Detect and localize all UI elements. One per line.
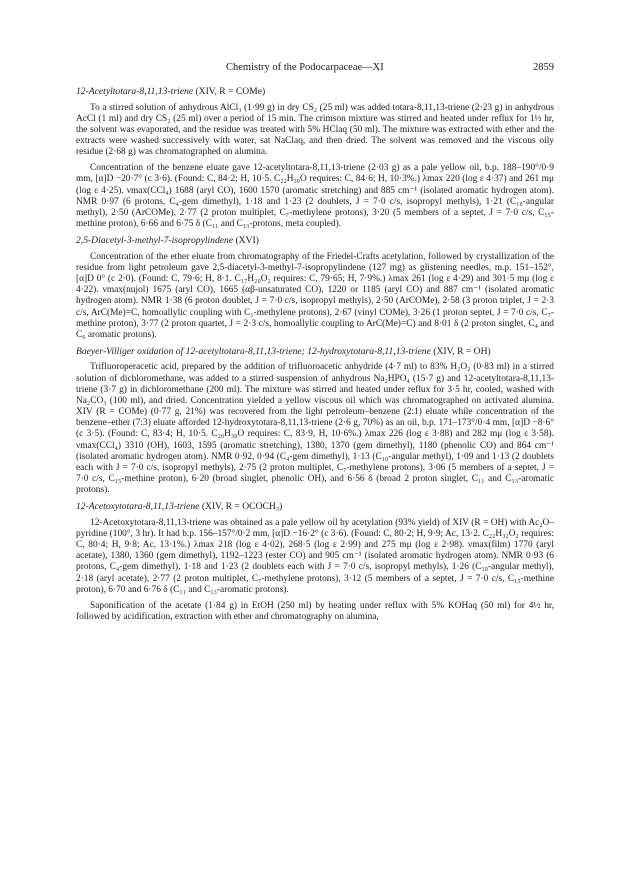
heading-compound-name: 12-Acetoxytotara-8,11,13-triene <box>76 501 200 513</box>
paragraph: Saponification of the acetate (1·84 g) in EtOH (250 ml) by heating under reflux with 5% KOHaq (50 ml) for 4½ hr, followed by acidification, extraction with ether and chromatography on alumina, <box>76 600 554 623</box>
paragraph: Concentration of the ether eluate from chromatography of the Friedel-Crafts acetylation, followed by crystallization of the residue from light petroleum gave 2,5-diacetyl-3-methyl-7-isopropylindene (127 mg) as glistening needles, m.p. 151–152°, [α]D 0° (c 2·0). (Found: C, 79·6; H, 8·1. C₁₇H₂₀O₂ requires: C, 79·65; H, 7·9%.) λmax 261 (log ε 4·29) and 301·5 mμ (log ε 4·22). νmax(nujol) 1675 (aryl CO), 1665 (αβ-unsaturated CO), 1220 or 1185 (aryl CO) and 887 cm⁻¹ (isolated aromatic hydrogen atom). NMR 1·38 (6 proton doublet, J = 7·0 c/s, isopropyl methyls), 2·50 (ArCOMe), 2·58 (3 proton triplet, J = 2·3 c/s, ArC(Me)=C, homoallylic coupling with C₁-methylene protons), 2·67 (vinyl COMe), 3·26 (1 proton septet, J = 7·0 c/s, C₇-methine proton), 3·77 (2 proton quartet, J = 2·3 c/s, homoallylic coupling to ArC(Me)=C) and 8·01 δ (2 proton singlet, C₄ and C₆ aromatic protons). <box>76 251 554 340</box>
paragraph: 12-Acetoxytotara-8,11,13-triene was obtained as a pale yellow oil by acetylation (93% yield) of XIV (R = OH) with Ac₂O–pyridine (100°, 3 hr). It had b.p. 156–157°/0·2 mm, [α]D −16·2° (c 3·6). (Found: C, 80·2; H, 9·9; Ac, 13·2. C₂₂H₃₂O₂ requires: C, 80·4; H, 9·8; Ac, 13·1%.) λmax 218 (log ε 4·02), 268·5 (log ε 2·99) and 275 mμ (log ε 2·98). νmax(film) 1770 (aryl acetate), 1380, 1360 (gem dimethyl), 1192–1223 (ester CO) and 905 cm⁻¹ (isolated aromatic hydrogen atom). NMR 0·93 (6 protons, C₄-gem dimethyl), 1·18 and 1·23 (2 doublets each with J = 7·0 c/s, isopropyl methyls), 1·26 (C₁₀-angular methyl), 2·18 (aryl acetate), 2·77 (2 proton multiplet, C₇-methylene protons), 3·12 (5 members of a septet, J = 7·0 c/s, C₁₅-methine proton), 6·70 and 6·76 δ (C₁₁ and C₁₃-aromatic protons). <box>76 517 554 595</box>
page-number: 2859 <box>533 62 554 73</box>
heading-compound-name: Baeyer-Villiger oxidation of 12-acetyltotara-8,11,13-triene; 12-hydroxytotara-8,11,13-triene <box>76 345 431 357</box>
heading-compound-formula: (XIV, R = COMe) <box>193 86 266 97</box>
paragraph: Trifluoroperacetic acid, prepared by the addition of trifluoroacetic anhydride (4·7 ml) to 83% H₂O₂ (0·83 ml) in a stirred solution of dichloromethane, was added to a stirred suspension of anhydrous Na₂HPO₄ (15·7 g) and 12-acetyltotara-8,11,13-triene (3·7 g) in dichloromethane (200 ml). The mixture was stirred and heated under reflux for 3·5 hr, cooled, washed with Na₂CO₃ (100 ml), and dried. Concentration yielded a yellow viscous oil which was chromatographed on activated alumina. XIV (R = COMe) (0·77 g, 21%) was recovered from the light petroleum–benzene (2:1) eluate while concentration of the benzene–ether (7:3) eluate afforded 12-hydroxytotara-8,11,13-triene (2·6 g, 70%) as an oil, b.p. 171–173°/0·4 mm, [α]D −8·6° (c 3·5). (Found: C, 83·4; H, 10·5. C₂₀H₃₀O requires: C, 83·9, H, 10·6%.) λmax 226 (log ε 3·88) and 282 mμ (log ε 3·58). νmax(CCl₄) 3310 (OH), 1603, 1595 (aromatic stretching), 1380, 1370 (gem dimethyl), 1180 (phenolic CO) and 864 cm⁻¹ (isolated aromatic hydrogen atom). NMR 0·92, 0·94 (C₄-gem dimethyl), 1·13 (C₁₀-angular methyl), 1·09 and 1·13 (2 doublets each with J = 7·0 c/s, isopropyl methyls), 2·75 (2 proton multiplet, C₇-methylene protons), 3·06 (5 members of a septet, J = 7·0 c/s, C₁₅-methine proton), 6·20 (broad singlet, phenolic OH), and 6·56 δ (broad 2 proton singlet, C₁₁ and C₁₃-aromatic protons). <box>76 362 554 496</box>
section-baeyer-villiger <box>76 346 554 496</box>
heading-compound-formula: (XIV, R = OH) <box>430 345 491 357</box>
section-heading <box>76 346 554 358</box>
section-heading <box>76 86 554 98</box>
page-header <box>76 62 554 76</box>
section-acetoxytotaratriene <box>76 501 554 623</box>
section-acetyltotaratriene <box>76 86 554 230</box>
article-body <box>76 86 554 628</box>
heading-compound-formula: (XVI) <box>233 235 259 247</box>
section-diacetylindene <box>76 235 554 341</box>
running-title: Chemistry of the Podocarpaceae—XI <box>226 62 384 73</box>
paragraph: Concentration of the benzene eluate gave 12-acetyltotara-8,11,13-triene (2·03 g) as a pale yellow oil, b.p. 188–190°/0·9 mm, [α]D −20·7° (c 3·6). (Found: C, 84·2; H, 10·5. C₂₂H₃₀O requires: C, 84·6; H, 10·3%.) λmax 220 (log ε 4·37) and 261 mμ (log ε 4·25). νmax(CCl₄) 1688 (aryl CO), 1600 1570 (aromatic stretching) and 885 cm⁻¹ (isolated aromatic hydrogen atom). NMR 0·97 (6 protons, C₄-gem dimethyl), 1·18 and 1·23 (2 doublets, J = 7·0 c/s, isopropyl methyls), 1·21 (C₁₀-angular methyl), 2·50 (ArCOMe), 2·77 (2 proton multiplet, C₇-methylene protons), 3·20 (5 members of a septet, J = 7·0 c/s, C₁₅-methine proton), 6·66 and 6·75 δ (C₁₁ and C₁₃-protons, meta coupled). <box>76 163 554 230</box>
heading-compound-name: 12-Acetyltotara-8,11,13-triene <box>76 86 194 97</box>
paragraph: To a stirred solution of anhydrous AlCl₃ (1·99 g) in dry CS₂ (25 ml) was added totara-8,11,13-triene (2·23 g) in anhydrous AcCl (1 ml) and dry CS₂ (25 ml) over a period of 15 min. The crimson mixture was stirred and heated under reflux for 1½ hr, the solvent was evaporated, and the residue was treated with 5% HClaq (50 ml). The mixture was extracted with ether and the extracts were washed successively with water, sat NaClaq, and then dried. The solvent was removed and the viscous oily residue (2·68 g) was chromatographed on alumina. <box>76 102 554 158</box>
heading-compound-name: 2,5-Diacetyl-3-methyl-7-isopropylindene <box>76 235 234 247</box>
section-heading <box>76 501 554 513</box>
heading-compound-formula: (XIV, R = OCOCH₃) <box>199 501 283 513</box>
section-heading <box>76 235 554 247</box>
